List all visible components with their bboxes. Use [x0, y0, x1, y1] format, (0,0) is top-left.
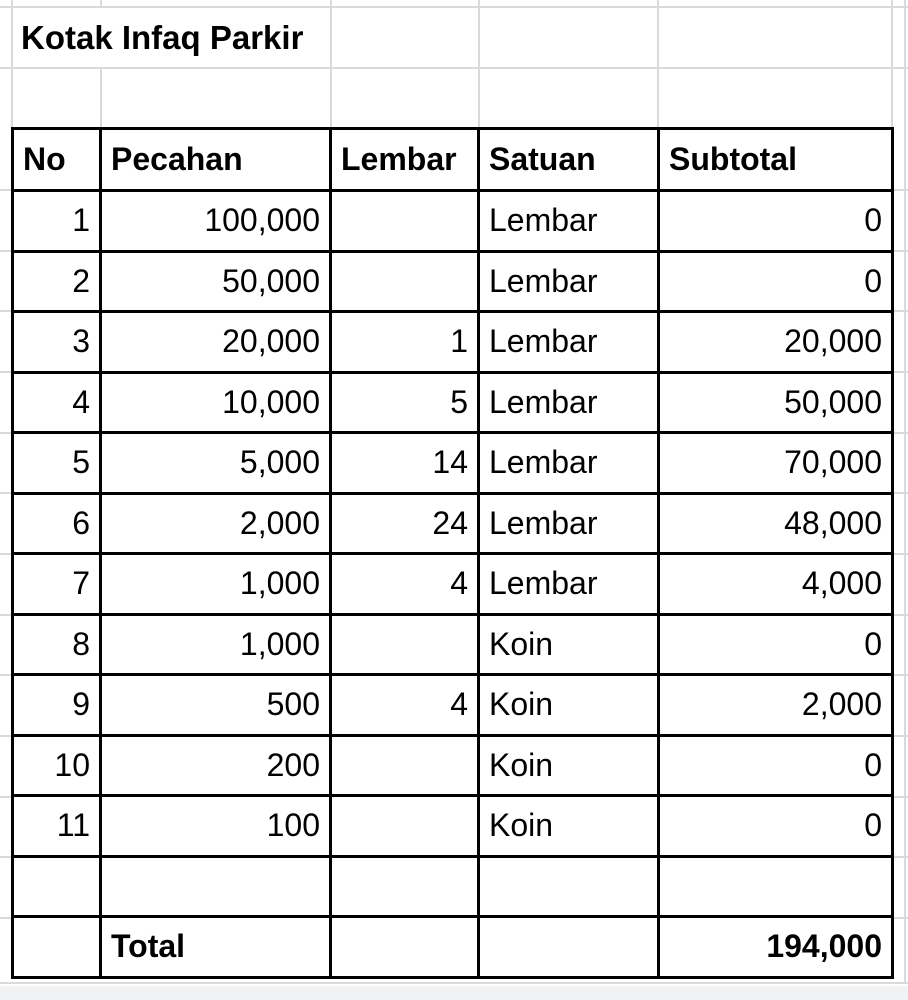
cell-subtotal[interactable] [659, 856, 893, 917]
cell-subtotal[interactable]: 50,000 [659, 372, 893, 433]
cell-lembar[interactable] [331, 614, 479, 675]
cell-satuan[interactable]: Lembar [479, 433, 659, 494]
sheet-title[interactable]: Kotak Infaq Parkir [21, 18, 304, 56]
cell-pecahan[interactable]: 10,000 [101, 372, 331, 433]
cell-satuan[interactable]: Lembar [479, 554, 659, 615]
grid-line-vertical [11, 0, 13, 128]
cell-subtotal[interactable]: 0 [659, 735, 893, 796]
col-header-subtotal[interactable]: Subtotal [659, 129, 893, 191]
cell-pecahan[interactable]: 20,000 [101, 312, 331, 373]
cell-pecahan[interactable]: 500 [101, 675, 331, 736]
cell-lembar[interactable] [331, 796, 479, 857]
total-value-cell[interactable]: 194,000 [659, 917, 893, 978]
cell-lembar[interactable] [331, 917, 479, 978]
cell-lembar[interactable]: 24 [331, 493, 479, 554]
total-label-cell[interactable]: Total [101, 917, 331, 978]
cell-subtotal[interactable]: 0 [659, 614, 893, 675]
cell-pecahan[interactable]: 2,000 [101, 493, 331, 554]
table-row [13, 433, 893, 494]
grid-line-vertical [478, 0, 480, 128]
table-row [13, 251, 893, 312]
cell-no[interactable]: 2 [13, 251, 101, 312]
cell-subtotal[interactable]: 0 [659, 191, 893, 252]
grid-line-vertical [891, 0, 893, 128]
empty-row [13, 856, 893, 917]
cell-no[interactable]: 7 [13, 554, 101, 615]
cell-satuan[interactable]: Koin [479, 735, 659, 796]
table-row [13, 675, 893, 736]
cell-satuan[interactable]: Lembar [479, 372, 659, 433]
cell-lembar[interactable] [331, 856, 479, 917]
col-header-satuan[interactable]: Satuan [479, 129, 659, 191]
cell-lembar[interactable]: 1 [331, 312, 479, 373]
cell-no[interactable]: 6 [13, 493, 101, 554]
cell-no[interactable]: 1 [13, 191, 101, 252]
col-header-no[interactable]: No [13, 129, 101, 191]
cell-pecahan[interactable]: 100,000 [101, 191, 331, 252]
sheet-bottom-strip [0, 986, 908, 1000]
cell-pecahan[interactable]: 200 [101, 735, 331, 796]
cell-satuan[interactable]: Koin [479, 614, 659, 675]
col-header-lembar[interactable]: Lembar [331, 129, 479, 191]
grid-line-horizontal [0, 982, 908, 984]
cell-lembar[interactable]: 14 [331, 433, 479, 494]
cell-pecahan[interactable]: 5,000 [101, 433, 331, 494]
table-row [13, 191, 893, 252]
cell-no[interactable]: 4 [13, 372, 101, 433]
cell-pecahan[interactable]: 1,000 [101, 614, 331, 675]
cell-no[interactable] [13, 856, 101, 917]
grid-line-vertical [657, 0, 659, 128]
cell-no[interactable]: 5 [13, 433, 101, 494]
cell-subtotal[interactable]: 0 [659, 251, 893, 312]
cell-satuan[interactable]: Lembar [479, 493, 659, 554]
cell-pecahan[interactable]: 1,000 [101, 554, 331, 615]
cell-satuan[interactable]: Lembar [479, 312, 659, 373]
cell-lembar[interactable]: 5 [331, 372, 479, 433]
cell-no[interactable]: 9 [13, 675, 101, 736]
cell-no[interactable]: 8 [13, 614, 101, 675]
cell-satuan[interactable] [479, 856, 659, 917]
table-row [13, 735, 893, 796]
col-header-pecahan[interactable]: Pecahan [101, 129, 331, 191]
cell-lembar[interactable]: 4 [331, 554, 479, 615]
cell-no[interactable]: 3 [13, 312, 101, 373]
table-row [13, 554, 893, 615]
cell-subtotal[interactable]: 70,000 [659, 433, 893, 494]
cell-no[interactable] [13, 917, 101, 978]
grid-line-vertical [904, 0, 906, 983]
total-row [13, 917, 893, 978]
table-row [13, 493, 893, 554]
table-row [13, 796, 893, 857]
cell-pecahan[interactable] [101, 856, 331, 917]
cell-lembar[interactable]: 4 [331, 675, 479, 736]
cell-subtotal[interactable]: 2,000 [659, 675, 893, 736]
grid-line-vertical [330, 0, 332, 128]
table-row [13, 372, 893, 433]
cell-no[interactable]: 11 [13, 796, 101, 857]
cell-lembar[interactable] [331, 251, 479, 312]
cell-pecahan[interactable]: 50,000 [101, 251, 331, 312]
cell-lembar[interactable] [331, 191, 479, 252]
cell-subtotal[interactable]: 48,000 [659, 493, 893, 554]
grid-line-vertical [100, 0, 102, 7]
header-row [13, 129, 893, 191]
cell-no[interactable]: 10 [13, 735, 101, 796]
cell-subtotal[interactable]: 0 [659, 796, 893, 857]
cell-satuan[interactable] [479, 917, 659, 978]
table-row [13, 614, 893, 675]
cell-lembar[interactable] [331, 735, 479, 796]
cell-subtotal[interactable]: 20,000 [659, 312, 893, 373]
cell-satuan[interactable]: Lembar [479, 251, 659, 312]
infaq-table [11, 127, 894, 979]
grid-line-vertical [100, 67, 102, 128]
cell-satuan[interactable]: Koin [479, 675, 659, 736]
table-row [13, 312, 893, 373]
cell-subtotal[interactable]: 4,000 [659, 554, 893, 615]
cell-pecahan[interactable]: 100 [101, 796, 331, 857]
cell-satuan[interactable]: Koin [479, 796, 659, 857]
cell-satuan[interactable]: Lembar [479, 191, 659, 252]
